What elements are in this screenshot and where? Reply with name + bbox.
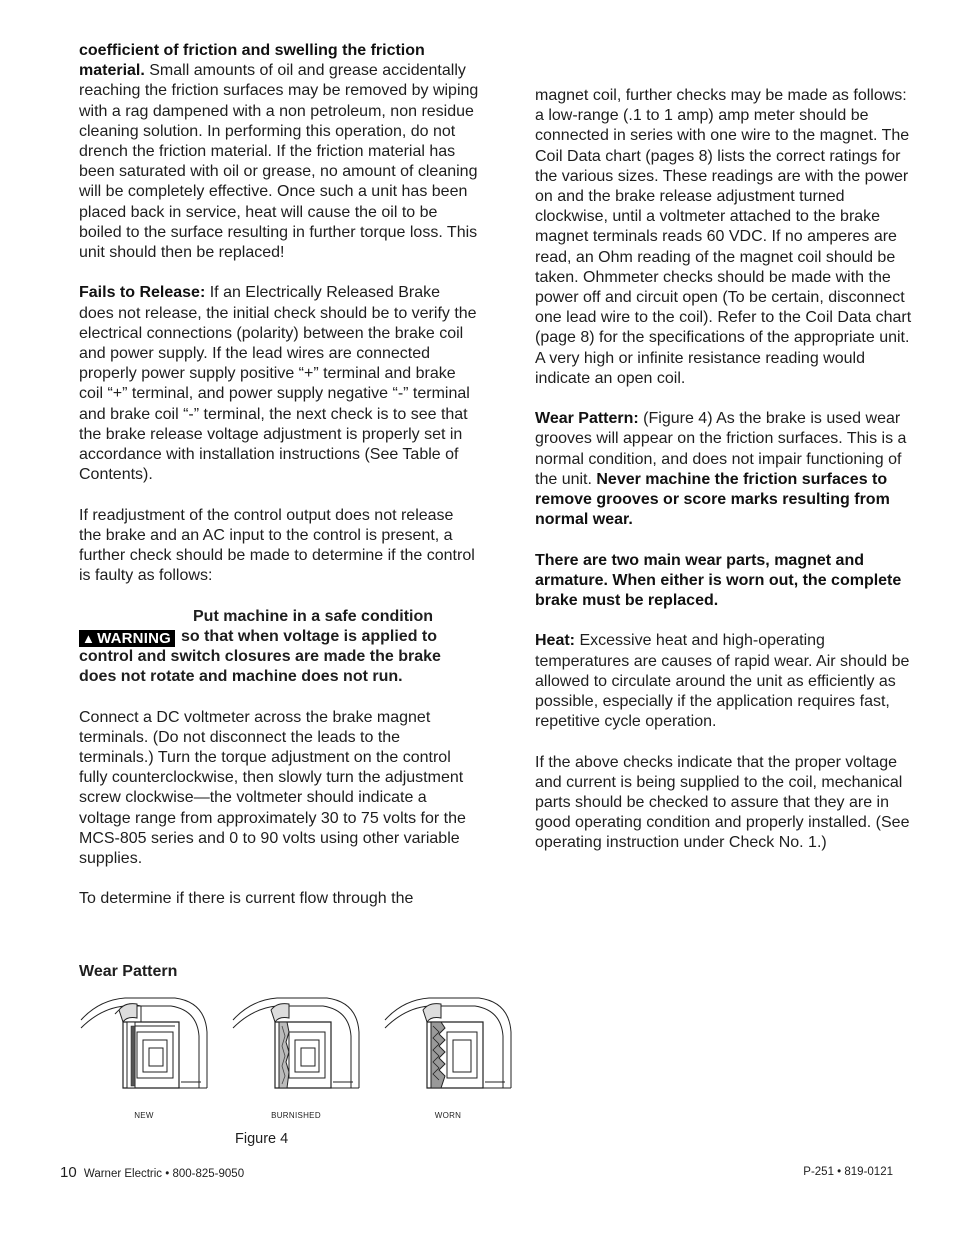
paragraph-fails-to-release — [79, 283, 479, 485]
figure-burnished — [231, 992, 361, 1120]
paragraph-friction — [79, 41, 479, 263]
paragraph-wear-parts — [535, 551, 920, 612]
left-column — [79, 41, 479, 930]
brake-burnished-illustration — [231, 992, 361, 1104]
paragraph-checks: If the above checks indicate that the proper voltage and current is being supplied to the coil, mechanical parts should be checked to assure that they are in good operating condition and properly installed. (See operating instruction under Check No. 1.) — [535, 753, 910, 852]
warning-line-1: Put machine in a safe condition — [193, 607, 434, 625]
paragraph-friction-body: Small amounts of oil and grease accidentally reaching the friction surfaces may be removed by wiping with a rag dampened with a non petroleum, non residue cleaning solution. In performing this operation, do not drench the friction material. If the friction material has been saturated with oil or grease, no amount of cleaning will be completely effective. Once such a unit has been placed back in service, heat will cause the oil to be boiled to the surface resulting in further torque loss. This unit should then be replaced! — [79, 62, 479, 262]
paragraph-voltmeter: Connect a DC voltmeter across the brake magnet terminals. (Do not disconnect the leads to the terminals.) Turn the torque adjustment on the control fully counterclockwise, then slowly turn the adjustment screw clockwise—the voltmeter should indicate a voltage range from approximately 30 to 75 volts for the MCS-805 series and 0 to 90 volts using other variable supplies. — [79, 708, 466, 868]
figure-illustrations — [79, 992, 499, 1122]
fails-to-release-body: If an Electrically Released Brake does not release, the initial check should be to verify the electrical connections (polarity) between the brake coil and power supply. If the lead wires are connected properly power supply positive “+” terminal and brake coil “+” terminal, and power supply negative “-” terminal and brake coil “-” terminal, the next check is to see that the brake release voltage adjustment is properly set in accordance with installation instructions (See Table of Contents). — [79, 284, 477, 484]
caption-burnished: BURNISHED — [271, 1111, 321, 1120]
brake-new-illustration — [79, 992, 209, 1104]
heat-body: Excessive heat and high-operating temperatures are causes of rapid wear. Air should be allowed to circulate around the unit as efficiently as possible, especially if the application requires fast, repetitive cycle operation. — [535, 632, 910, 731]
footer-left — [60, 1164, 244, 1181]
wear-pattern-heading: Wear Pattern: — [535, 410, 639, 428]
footer-doc-code: P-251 • 819-0121 — [803, 1166, 893, 1178]
warning-block — [79, 607, 479, 688]
wear-pattern-body: (Figure 4) As the brake is used wear grooves will appear on the friction surfaces. This is a normal condition, and does not impair functioning of the unit. — [535, 410, 907, 488]
heat-heading: Heat: — [535, 632, 576, 650]
warning-triangle-icon: ▲ — [82, 630, 96, 646]
figure-new — [79, 992, 209, 1120]
paragraph-heat — [535, 631, 920, 732]
paragraph-readjustment: If readjustment of the control output does not release the brake and an AC input to the control is present, a further check should be made to determine if the control is faulty as follows: — [79, 506, 475, 585]
right-column — [535, 86, 920, 874]
wear-pattern-figure — [79, 962, 499, 1122]
footer-company: Warner Electric • 800-825-9050 — [83, 1168, 245, 1180]
warning-badge-label: WARNING — [97, 629, 171, 647]
wear-pattern-warning: Never machine the friction surfaces to remove grooves or score marks resulting from normal wear. — [535, 470, 890, 529]
page-number: 10 — [60, 1164, 77, 1181]
figure-number: Figure 4 — [235, 1131, 289, 1147]
wear-parts-text: There are two main wear parts, magnet and armature. When either is worn out, the complete brake must be replaced. — [535, 551, 902, 610]
caption-worn: WORN — [434, 1111, 462, 1120]
paragraph-friction-lead: coefficient of friction and swelling the friction material. — [79, 42, 425, 80]
paragraph-current-flow: To determine if there is current flow through the — [79, 890, 414, 908]
fails-to-release-heading: Fails to Release: — [79, 284, 206, 302]
figure-heading: Wear Pattern — [79, 963, 178, 980]
paragraph-magnet-coil: magnet coil, further checks may be made as follows: a low-range (.1 to 1 amp) amp meter should be connected in series with one wire to the magnet. The Coil Data chart (pages 8) lists the correct ratings for the various sizes. These readings are with the power on and the brake release adjustment turned clockwise, until a voltmeter attached to the brake magnet terminals reads 60 VDC. If no amperes are read, an Ohm reading of the magnet coil should be taken. Ohmmeter checks should be made with the power off and circuit open (To be certain, disconnect one lead wire to the coil). Refer to the Coil Data chart (page 8) for the specifications of the appropriate unit. A very high or infinite resistance reading would indicate an open coil. — [535, 87, 912, 387]
figure-worn — [383, 992, 513, 1120]
caption-new: NEW — [134, 1111, 154, 1120]
warning-badge — [79, 630, 175, 647]
brake-worn-illustration — [383, 992, 513, 1104]
warning-line-2 — [79, 627, 479, 688]
paragraph-wear-pattern — [535, 409, 920, 530]
warning-line-2-text: so that when voltage is applied to control and switch closures are made the brake does not rotate and machine does not run. — [79, 627, 441, 686]
